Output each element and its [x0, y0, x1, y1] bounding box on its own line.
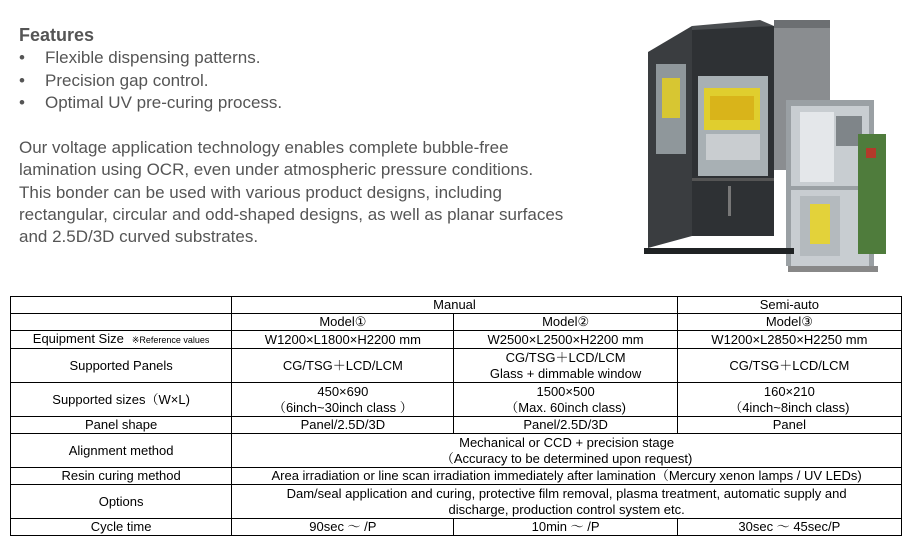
row-label: Resin curing method — [11, 468, 232, 485]
cell-line: （6inch~30inch class ） — [272, 399, 413, 415]
table-cell: Panel/2.5D/3D — [232, 417, 454, 434]
cell-line: （4inch~8inch class) — [729, 399, 850, 415]
table-row — [11, 314, 902, 331]
cell-line: 1500×500 — [536, 383, 595, 399]
row-label: Alignment method — [11, 434, 232, 468]
list-item — [19, 92, 282, 115]
machine-photo — [640, 16, 898, 284]
table-cell: W1200×L1800×H2200 mm — [232, 331, 454, 349]
feature-text: Precision gap control. — [45, 70, 209, 90]
header-model-2: Model② — [454, 314, 677, 331]
table-cell — [454, 349, 677, 383]
table-cell: W1200×L2850×H2250 mm — [677, 331, 901, 349]
table-row — [11, 485, 902, 519]
table-cell — [232, 434, 902, 468]
table-cell: CG/TSG＋LCD/LCM — [232, 349, 454, 383]
row-label: Options — [11, 485, 232, 519]
bullet: • — [19, 93, 25, 112]
table-row — [11, 468, 902, 485]
bullet: • — [19, 70, 25, 90]
table-cell — [232, 485, 902, 519]
table-cell: W2500×L2500×H2200 mm — [454, 331, 677, 349]
description-line: lamination using OCR, even under atmospheric pressure conditions. — [19, 160, 534, 180]
table-cell-empty — [11, 297, 232, 314]
row-label — [11, 331, 232, 349]
specifications-table — [10, 296, 902, 536]
cell-line: Glass + dimmable window — [489, 365, 642, 381]
table-cell: Panel — [677, 417, 901, 434]
description-line: This bonder can be used with various product designs, including — [19, 182, 502, 202]
feature-text: Optimal UV pre-curing process. — [45, 93, 283, 112]
cell-line: Dam/seal application and curing, protective film removal, plasma treatment, automatic supply and — [286, 485, 847, 501]
description-line: rectangular, circular and odd-shaped designs, as well as planar surfaces — [19, 204, 564, 224]
table-cell-empty — [11, 314, 232, 331]
header-model-1: Model① — [232, 314, 454, 331]
header-manual: Manual — [232, 297, 677, 314]
header-model-3: Model③ — [677, 314, 901, 331]
table-cell: 90sec ～ /P — [232, 519, 454, 536]
features-title: Features — [19, 25, 95, 45]
cell-line: CG/TSG＋LCD/LCM — [505, 349, 626, 365]
cell-line: 450×690 — [317, 383, 369, 399]
bullet: • — [19, 48, 25, 67]
table-row — [11, 519, 902, 536]
table-cell — [232, 383, 454, 417]
table-row — [11, 417, 902, 434]
table-cell — [677, 383, 901, 417]
row-label: Cycle time — [11, 519, 232, 536]
description-line: Our voltage application technology enables complete bubble-free — [19, 138, 509, 157]
table-row — [11, 331, 902, 349]
table-cell — [454, 383, 677, 417]
list-item — [19, 70, 282, 93]
row-label: Supported sizes（W×L) — [11, 383, 232, 417]
table-row — [11, 383, 902, 417]
feature-text: Flexible dispensing patterns. — [45, 48, 261, 67]
list-item — [19, 47, 282, 70]
table-cell: 10min ～ /P — [454, 519, 677, 536]
table-cell: CG/TSG＋LCD/LCM — [677, 349, 901, 383]
table-cell: Panel/2.5D/3D — [454, 417, 677, 434]
table-cell: Area irradiation or line scan irradiation immediately after lamination（Mercury xenon lamps / UV LEDs) — [232, 468, 902, 485]
table-row — [11, 297, 902, 314]
table-cell: 30sec ～ 45sec/P — [677, 519, 901, 536]
cell-line: （Accuracy to be determined upon request) — [440, 450, 693, 466]
cell-line: 160×210 — [763, 383, 815, 399]
row-label: Supported Panels — [11, 349, 232, 383]
cell-line: （Max. 60inch class) — [505, 399, 626, 415]
label-text: Equipment Size — [32, 331, 124, 346]
description-line: and 2.5D/3D curved substrates. — [19, 227, 259, 247]
reference-note: ※Reference values — [131, 335, 210, 345]
cell-line: Mechanical or CCD + precision stage — [459, 434, 675, 450]
table-row — [11, 434, 902, 468]
row-label: Panel shape — [11, 417, 232, 434]
features-list — [19, 47, 282, 115]
description-paragraph — [19, 137, 634, 248]
table-row — [11, 349, 902, 383]
header-semi-auto: Semi-auto — [677, 297, 901, 314]
cell-line: discharge, production control system etc. — [448, 501, 685, 517]
